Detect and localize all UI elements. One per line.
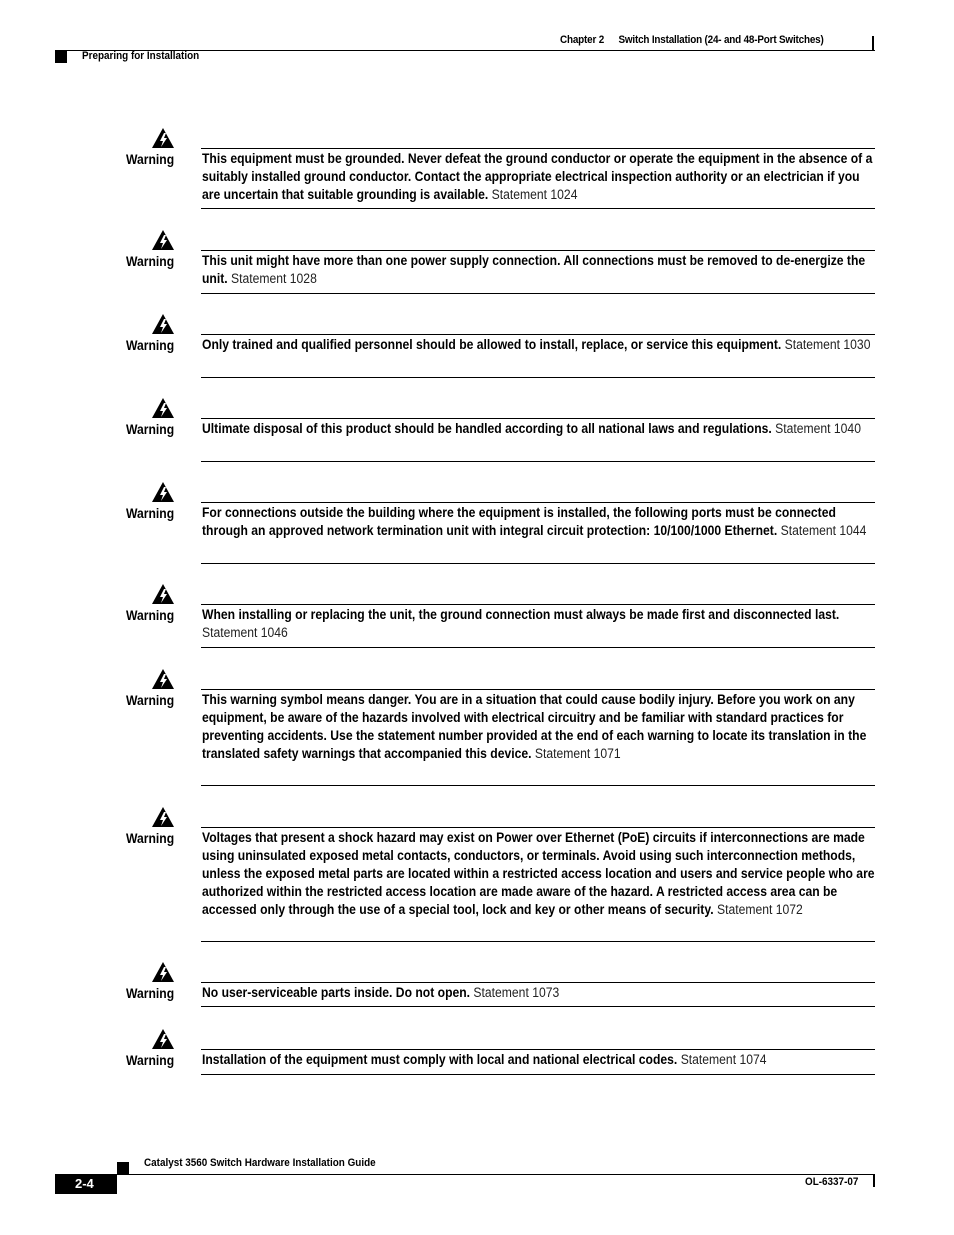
- running-header: [560, 34, 824, 46]
- warning-icon: [151, 1028, 175, 1050]
- warning-rule-top: [201, 827, 875, 828]
- warning-rule-top: [201, 250, 875, 251]
- warning-bold-text: No user-serviceable parts inside. Do not open.: [202, 985, 471, 1000]
- warning-rule-bottom: [201, 563, 875, 564]
- warning-icon: [151, 806, 175, 828]
- warning-rule-top: [201, 502, 875, 503]
- warning-icon: [151, 583, 175, 605]
- guide-title: Catalyst 3560 Switch Hardware Installation Guide: [144, 1157, 376, 1169]
- warning-bold-text: This equipment must be grounded. Never defeat the ground conductor or operate the equipment in the absence of a suitably installed ground conductor. Contact the appropriate electrical inspection authority or an electrician if you are uncertain that suitable grounding is available.: [202, 151, 873, 202]
- warning-bold-text: When installing or replacing the unit, the ground connection must always be made first and disconnected last.: [202, 607, 840, 622]
- warning-icon: [151, 313, 175, 335]
- warning-label: Warning: [126, 338, 175, 353]
- statement-number: Statement 1030: [784, 337, 871, 352]
- warning-rule-top: [201, 982, 875, 983]
- statement-number: Statement 1073: [473, 985, 560, 1000]
- statement-number: Statement 1024: [491, 186, 578, 202]
- footer-square: [117, 1162, 129, 1174]
- warning-text: [202, 420, 875, 438]
- warning-label: Warning: [126, 254, 175, 269]
- warning-icon: [151, 397, 175, 419]
- warning-label: Warning: [126, 608, 175, 623]
- warning-label: Warning: [126, 1053, 175, 1068]
- warning-rule-bottom: [201, 1006, 875, 1007]
- warning-label: Warning: [126, 693, 175, 708]
- warning-rule-bottom: [201, 377, 875, 378]
- warning-label: Warning: [126, 422, 175, 437]
- page-number-box: [55, 1174, 117, 1194]
- warning-icon: [151, 668, 175, 690]
- warning-bold-text: Voltages that present a shock hazard may exist on Power over Ethernet (PoE) circuits if interconnections are made using uninsulated exposed metal contacts, conductors, or terminals. Avoid using such interconnection methods, unless the exposed metal parts are located within a restricted access location and users and service people who are authorized within the restricted access location are made aware of the hazard. A restricted access area can be accessed only through the use of a special tool, lock and key or other means of security.: [202, 830, 875, 917]
- warning-text: [202, 829, 875, 919]
- warning-bold-text: For connections outside the building where the equipment is installed, the following ports must be connected through an approved network termination unit with integral circuit protection: 10/100/1000 Ethernet.: [202, 505, 836, 538]
- warning-icon: [151, 127, 175, 149]
- warning-label: Warning: [126, 152, 175, 167]
- chapter-title: Switch Installation (24- and 48-Port Switches): [618, 34, 824, 46]
- warning-rule-bottom: [201, 785, 875, 786]
- page-number: 2-4: [75, 1176, 94, 1191]
- statement-number: Statement 1044: [780, 522, 867, 538]
- warning-text: [202, 336, 875, 354]
- warning-bold-text: Ultimate disposal of this product should be handled according to all national laws and regulations.: [202, 421, 772, 436]
- warning-label: Warning: [126, 506, 175, 521]
- footer-bar: [873, 1175, 875, 1187]
- warning-text: [202, 504, 875, 540]
- warning-rule-top: [201, 1049, 875, 1050]
- warning-rule-top: [201, 334, 875, 335]
- header-bar: [872, 36, 874, 50]
- statement-number: Statement 1072: [716, 901, 803, 917]
- warning-icon: [151, 961, 175, 983]
- warning-text: [202, 252, 875, 288]
- warning-icon: [151, 481, 175, 503]
- warning-rule-bottom: [201, 461, 875, 462]
- warning-rule-bottom: [201, 1074, 875, 1075]
- warning-bold-text: Installation of the equipment must comply with local and national electrical codes.: [202, 1052, 678, 1067]
- warning-bold-text: This warning symbol means danger. You are in a situation that could cause bodily injury. Before you work on any equipment, be aware of the hazards involved with electrical circuitry and be familiar with standard practices for preventing accidents. Use the statement number provided at the end of each warning to locate its translation in the translated safety warnings that accompanied this device.: [202, 692, 867, 761]
- warning-rule-bottom: [201, 293, 875, 294]
- warning-rule-top: [201, 418, 875, 419]
- warning-text: [202, 1051, 875, 1069]
- warning-text: [202, 606, 875, 642]
- statement-number: Statement 1074: [680, 1052, 767, 1067]
- footer-rule: [117, 1174, 875, 1175]
- warning-bold-text: Only trained and qualified personnel should be allowed to install, replace, or service this equipment.: [202, 337, 782, 352]
- warning-label: Warning: [126, 831, 175, 846]
- warning-text: [202, 984, 875, 1002]
- doc-number: OL-6337-07: [805, 1176, 859, 1188]
- header-square: [55, 51, 67, 63]
- warning-rule-top: [201, 604, 875, 605]
- warning-icon: [151, 229, 175, 251]
- warning-rule-top: [201, 148, 875, 149]
- statement-number: Statement 1071: [534, 745, 621, 761]
- warning-rule-top: [201, 689, 875, 690]
- statement-number: Statement 1040: [775, 421, 861, 436]
- warning-text: [202, 691, 875, 763]
- warning-label: Warning: [126, 986, 175, 1001]
- section-title: Preparing for Installation: [82, 50, 200, 62]
- warning-rule-bottom: [201, 647, 875, 648]
- warning-bold-text: This unit might have more than one power supply connection. All connections must be removed to de-energize the unit.: [202, 253, 866, 286]
- warning-rule-bottom: [201, 941, 875, 942]
- warning-text: [202, 150, 875, 204]
- warning-rule-bottom: [201, 208, 875, 209]
- statement-number: Statement 1028: [231, 270, 317, 286]
- statement-number: Statement 1046: [202, 624, 288, 640]
- chapter-number: Chapter 2: [560, 34, 605, 46]
